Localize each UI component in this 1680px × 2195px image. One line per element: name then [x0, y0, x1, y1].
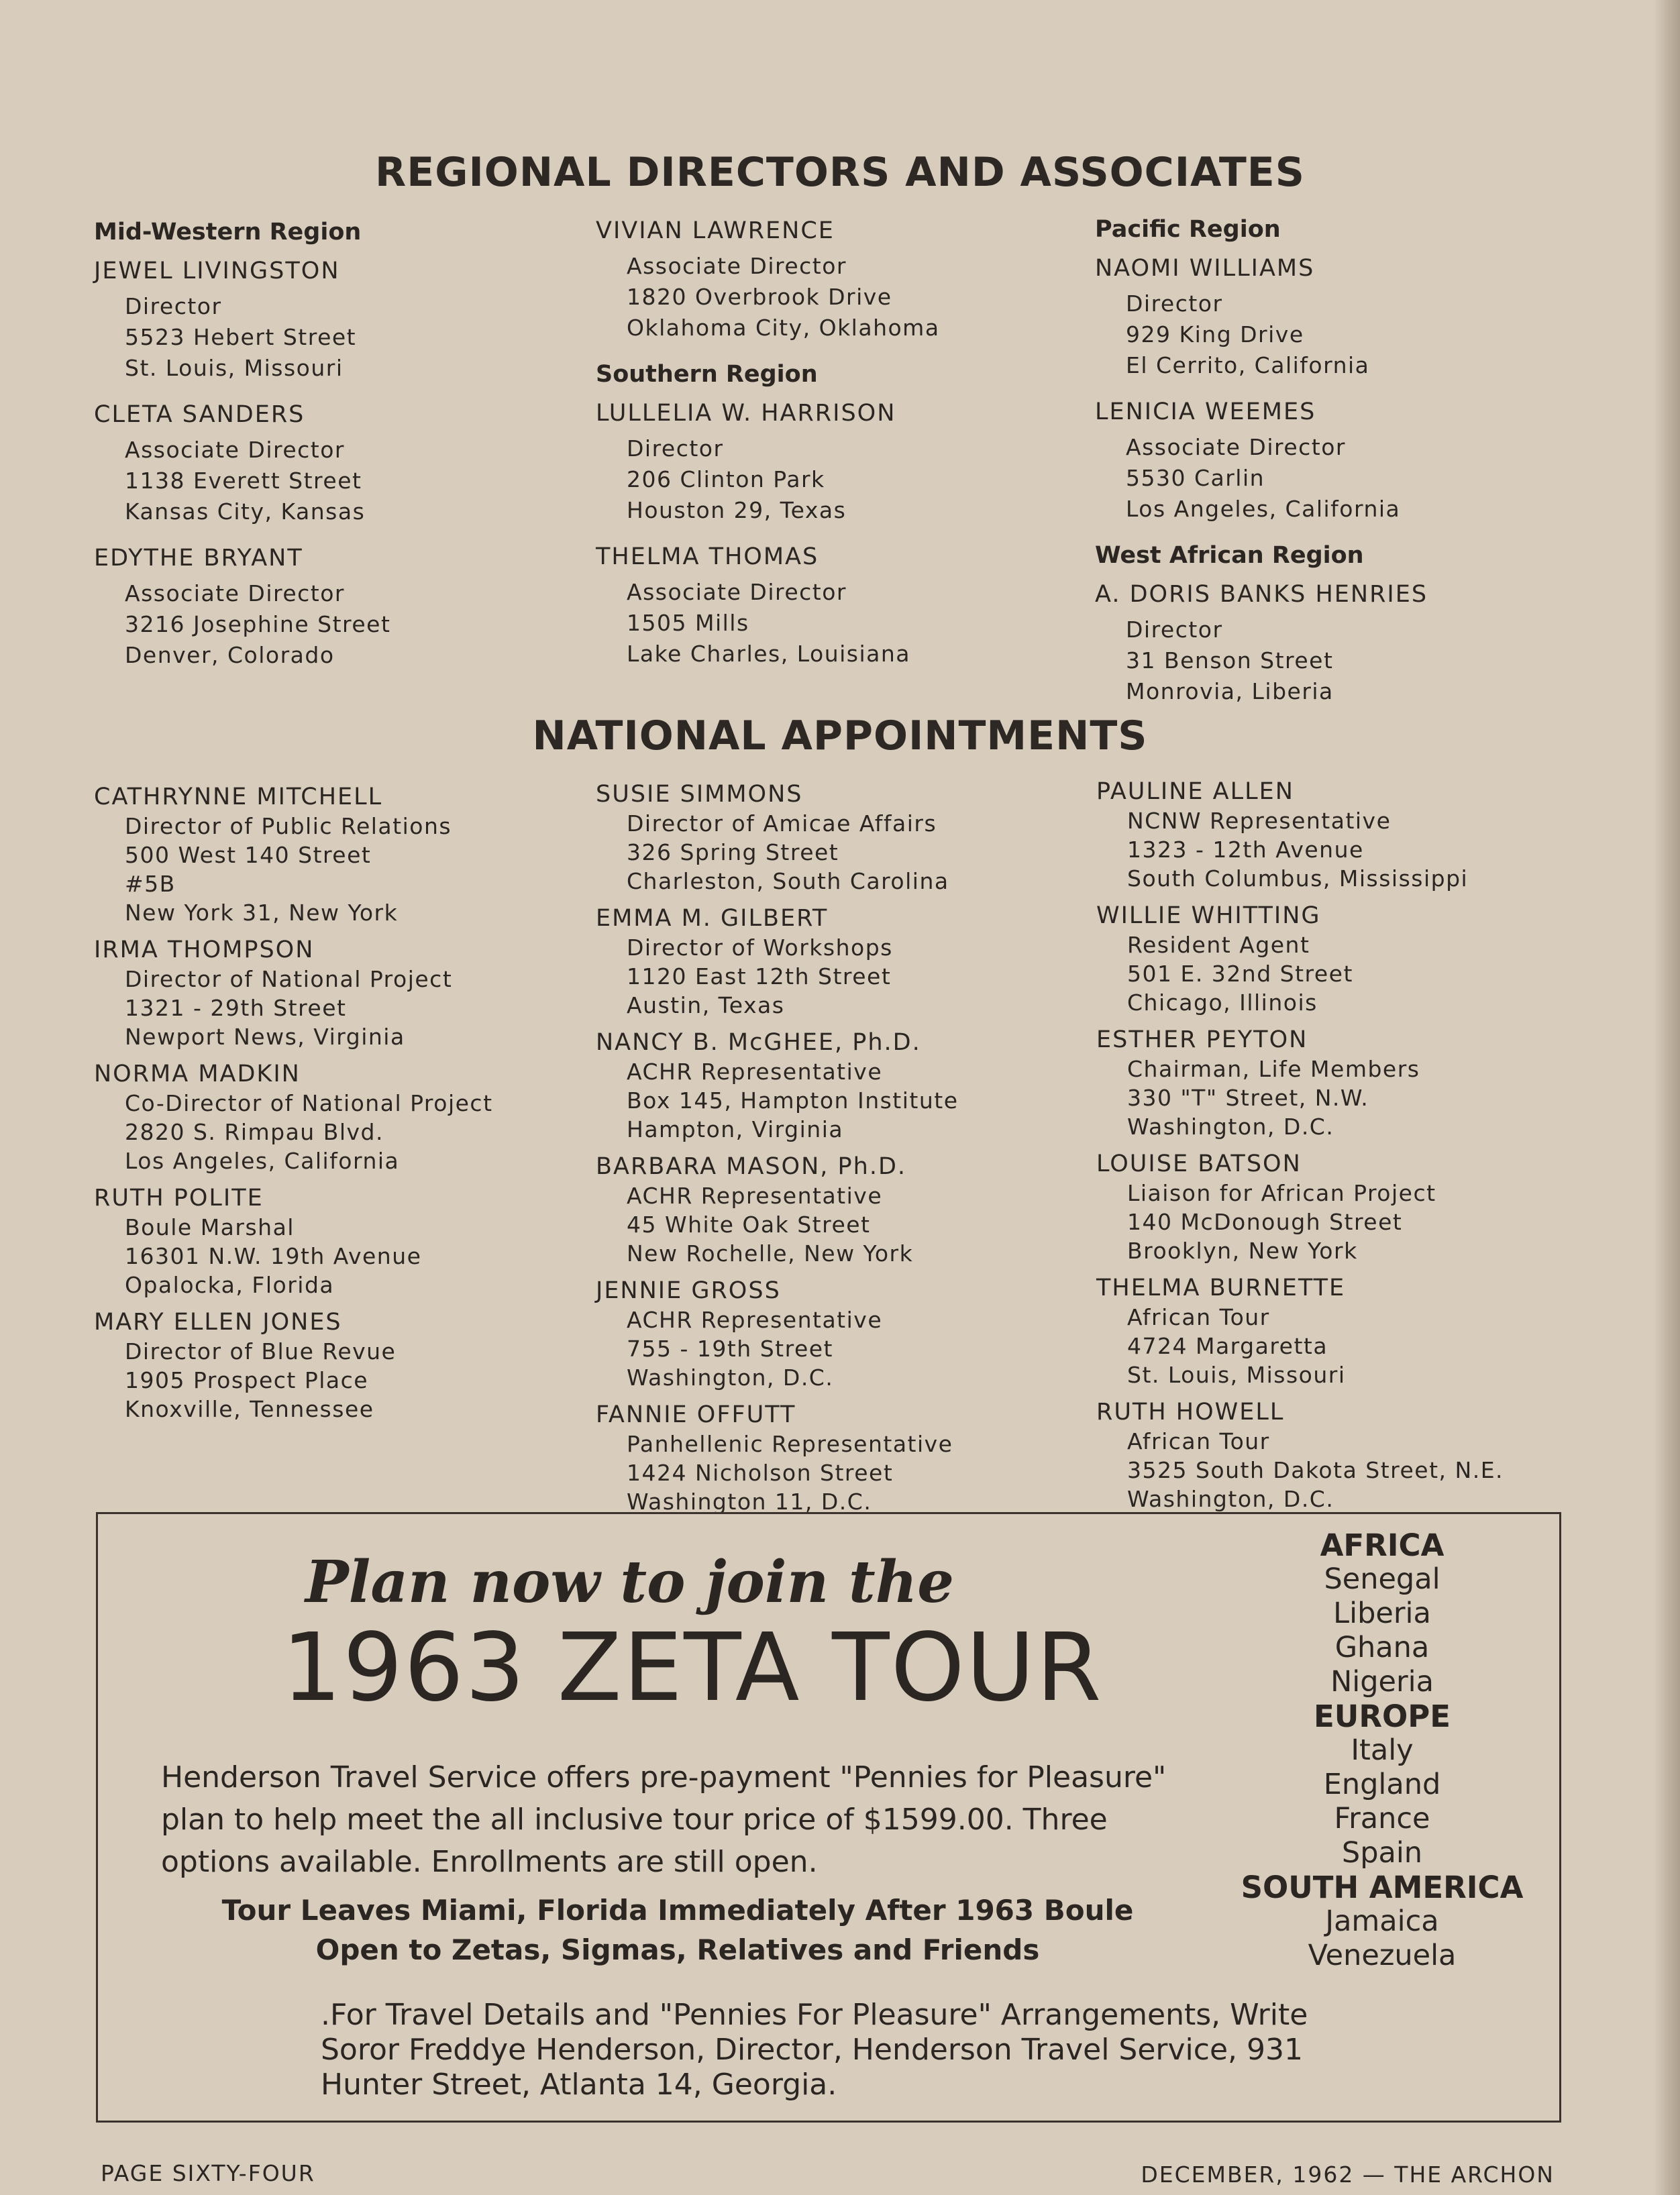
tour-description: Henderson Travel Service offers pre-payment "Pennies for Pleasure" plan to help meet the all inclusive tour price of $1599.00. Three options available. Enrollments are still open.: [161, 1760, 1167, 1879]
person-address-line: New Rochelle, New York: [627, 1240, 914, 1267]
destination-country: England: [1323, 1768, 1441, 1801]
person-address-line: 929 King Drive: [1126, 321, 1304, 347]
person-address-line: #5B: [125, 871, 176, 897]
person-name: RUTH POLITE: [94, 1185, 264, 1212]
person-address-line: Washington, D.C.: [1127, 1486, 1334, 1512]
person-title: Director of Amicae Affairs: [627, 810, 937, 837]
person-address-line: Los Angeles, California: [1126, 496, 1401, 522]
person-entry: [596, 217, 1079, 343]
person-name: SUSIE SIMMONS: [596, 781, 803, 808]
person-name: LULLELIA W. HARRISON: [596, 400, 896, 427]
person-address-line: 1120 East 12th Street: [627, 963, 892, 989]
person-name: BARBARA MASON, Ph.D.: [596, 1153, 907, 1180]
tour-departure-line: Tour Leaves Miami, Florida Immediately After 1963 Boule: [221, 1894, 1134, 1927]
tour-contact-info: .For Travel Details and "Pennies For Pleasure" Arrangements, Write Soror Freddye Henderson, Director, Henderson Travel Service, 931 Hunter Street, Atlanta 14, Georgia.: [321, 1998, 1308, 2102]
person-title: Director of National Project: [125, 966, 453, 992]
person-address-line: Austin, Texas: [627, 992, 785, 1018]
person-address-line: 1505 Mills: [627, 610, 749, 636]
person-title: Director: [125, 293, 222, 319]
person-name: VIVIAN LAWRENCE: [596, 217, 835, 244]
destination-region: EUROPE: [1314, 1699, 1451, 1734]
issue-date: DECEMBER, 1962 — THE ARCHON: [1141, 2161, 1555, 2188]
person-entry: [94, 1309, 577, 1424]
destination-country: Italy: [1351, 1733, 1414, 1767]
person-name: FANNIE OFFUTT: [596, 1401, 796, 1428]
person-address-line: Washington 11, D.C.: [627, 1489, 872, 1515]
person-title: Director: [1126, 290, 1223, 317]
person-address-line: 1905 Prospect Place: [125, 1367, 369, 1393]
person-title: Associate Director: [627, 579, 847, 605]
destination-country: Spain: [1341, 1836, 1423, 1870]
person-entry: [596, 400, 1079, 526]
person-name: ESTHER PEYTON: [1096, 1026, 1308, 1053]
person-entry: [596, 543, 1079, 670]
person-address-line: 1138 Everett Street: [125, 468, 362, 494]
person-address-line: 501 E. 32nd Street: [1127, 961, 1353, 987]
person-entry: [596, 905, 1079, 1020]
person-address-line: 330 "T" Street, N.W.: [1127, 1085, 1369, 1111]
person-address-line: Houston 29, Texas: [627, 497, 847, 523]
person-title: Boule Marshal: [125, 1214, 295, 1240]
person-title: African Tour: [1127, 1304, 1270, 1330]
national-column-2: [596, 781, 1079, 1525]
tour-eligibility-line: Open to Zetas, Sigmas, Relatives and Friends: [315, 1933, 1040, 1966]
person-entry: [596, 1401, 1079, 1516]
person-address-line: Los Angeles, California: [125, 1148, 400, 1174]
destination-country: Venezuela: [1308, 1939, 1457, 1972]
person-title: Director: [627, 435, 724, 462]
page-number: PAGE SIXTY-FOUR: [101, 2160, 315, 2186]
person-title: NCNW Representative: [1127, 808, 1392, 834]
destination-region: SOUTH AMERICA: [1241, 1870, 1524, 1905]
person-address-line: 4724 Margaretta: [1127, 1333, 1328, 1359]
person-address-line: South Columbus, Mississippi: [1127, 865, 1469, 892]
person-name: CLETA SANDERS: [94, 401, 305, 428]
destination-country: Senegal: [1324, 1562, 1440, 1596]
person-name: WILLIE WHITTING: [1096, 902, 1321, 929]
person-address-line: Box 145, Hampton Institute: [627, 1087, 959, 1114]
person-name: A. DORIS BANKS HENRIES: [1095, 581, 1428, 608]
person-name: NORMA MADKIN: [94, 1061, 301, 1087]
person-address-line: Oklahoma City, Oklahoma: [627, 315, 940, 341]
person-name: MARY ELLEN JONES: [94, 1309, 342, 1336]
person-address-line: New York 31, New York: [125, 900, 399, 926]
person-name: NAOMI WILLIAMS: [1095, 255, 1315, 282]
person-title: Associate Director: [627, 253, 847, 279]
regional-heading: REGIONAL DIRECTORS AND ASSOCIATES: [375, 149, 1305, 196]
person-entry: [1095, 255, 1578, 381]
person-address-line: Denver, Colorado: [125, 642, 335, 668]
person-entry: [1096, 1026, 1579, 1141]
person-entry: [1095, 581, 1578, 707]
destination-region: AFRICA: [1320, 1528, 1445, 1563]
region-title: West African Region: [1095, 542, 1364, 569]
person-entry: [596, 1277, 1079, 1392]
regional-column-3: [1095, 216, 1578, 725]
person-address-line: 1323 - 12th Avenue: [1127, 837, 1364, 863]
national-column-3: [1096, 778, 1579, 1523]
national-heading: NATIONAL APPOINTMENTS: [532, 712, 1148, 759]
person-name: EMMA M. GILBERT: [596, 905, 829, 932]
person-title: Resident Agent: [1127, 932, 1310, 958]
person-name: IRMA THOMPSON: [94, 936, 315, 963]
person-address-line: 3525 South Dakota Street, N.E.: [1127, 1457, 1504, 1483]
person-address-line: Monrovia, Liberia: [1126, 678, 1334, 704]
destination-country: France: [1334, 1802, 1430, 1835]
person-entry: [1096, 1275, 1579, 1389]
person-name: LOUISE BATSON: [1096, 1150, 1302, 1177]
person-name: JENNIE GROSS: [596, 1277, 781, 1304]
person-name: PAULINE ALLEN: [1096, 778, 1294, 805]
person-address-line: 1321 - 29th Street: [125, 995, 347, 1021]
regional-column-2: [596, 217, 1079, 687]
destination-country: Nigeria: [1330, 1665, 1434, 1699]
national-column-1: [94, 784, 577, 1433]
tour-title: 1963 ZETA TOUR: [282, 1613, 1103, 1723]
person-title: Director of Workshops: [627, 934, 893, 961]
person-address-line: 2820 S. Rimpau Blvd.: [125, 1119, 384, 1145]
tour-script-line: Plan now to join the: [305, 1548, 954, 1616]
person-address-line: 500 West 140 Street: [125, 842, 372, 868]
person-address-line: 5530 Carlin: [1126, 465, 1265, 491]
person-name: JEWEL LIVINGSTON: [94, 258, 340, 284]
tour-destinations-list: [1208, 1528, 1557, 1973]
person-entry: [596, 1029, 1079, 1144]
person-address-line: Washington, D.C.: [627, 1364, 834, 1391]
person-title: Panhellenic Representative: [627, 1431, 953, 1457]
regional-column-1: [94, 219, 577, 688]
person-address-line: 140 McDonough Street: [1127, 1209, 1403, 1235]
person-title: Director of Blue Revue: [125, 1338, 397, 1364]
person-address-line: Opalocka, Florida: [125, 1272, 335, 1298]
region-title: Southern Region: [596, 361, 818, 388]
person-title: Director: [1126, 617, 1223, 643]
person-name: LENICIA WEEMES: [1095, 398, 1316, 425]
person-address-line: 16301 N.W. 19th Avenue: [125, 1243, 422, 1269]
person-name: RUTH HOWELL: [1096, 1399, 1285, 1426]
destination-country: Liberia: [1333, 1597, 1431, 1630]
region-title: Pacific Region: [1095, 216, 1281, 243]
person-title: ACHR Representative: [627, 1059, 883, 1085]
person-name: THELMA BURNETTE: [1096, 1275, 1346, 1301]
person-address-line: 5523 Hebert Street: [125, 324, 357, 350]
destination-country: Ghana: [1334, 1631, 1430, 1664]
person-address-line: Hampton, Virginia: [627, 1116, 844, 1142]
person-address-line: 206 Clinton Park: [627, 466, 825, 492]
person-entry: [94, 1185, 577, 1299]
page-edge-shadow: [1653, 0, 1680, 2195]
person-address-line: 45 White Oak Street: [627, 1212, 871, 1238]
person-title: African Tour: [1127, 1428, 1270, 1454]
person-address-line: St. Louis, Missouri: [125, 355, 344, 381]
destination-country: Jamaica: [1325, 1905, 1439, 1938]
person-address-line: 755 - 19th Street: [627, 1336, 833, 1362]
person-title: Co-Director of National Project: [125, 1090, 493, 1116]
person-title: Chairman, Life Members: [1127, 1056, 1420, 1082]
person-address-line: St. Louis, Missouri: [1127, 1362, 1346, 1388]
person-entry: [1095, 398, 1578, 525]
person-address-line: Knoxville, Tennessee: [125, 1396, 374, 1422]
person-address-line: Lake Charles, Louisiana: [627, 641, 911, 667]
person-address-line: 31 Benson Street: [1126, 647, 1334, 674]
person-address-line: Brooklyn, New York: [1127, 1238, 1358, 1264]
person-title: ACHR Representative: [627, 1183, 883, 1209]
person-title: ACHR Representative: [627, 1307, 883, 1333]
person-address-line: El Cerrito, California: [1126, 352, 1370, 378]
person-address-line: Washington, D.C.: [1127, 1114, 1334, 1140]
person-entry: [94, 545, 577, 671]
person-entry: [1096, 1399, 1579, 1513]
person-entry: [94, 401, 577, 527]
person-title: Associate Director: [1126, 434, 1346, 460]
person-address-line: Charleston, South Carolina: [627, 868, 949, 894]
person-address-line: 326 Spring Street: [627, 839, 839, 865]
person-entry: [1096, 778, 1579, 893]
person-entry: [596, 1153, 1079, 1268]
person-title: Associate Director: [125, 580, 345, 606]
person-entry: [94, 936, 577, 1051]
person-entry: [94, 1061, 577, 1175]
person-title: Liaison for African Project: [1127, 1180, 1436, 1206]
person-address-line: Newport News, Virginia: [125, 1024, 405, 1050]
person-address-line: 1424 Nicholson Street: [627, 1460, 894, 1486]
person-address-line: Kansas City, Kansas: [125, 498, 366, 525]
person-name: THELMA THOMAS: [596, 543, 819, 570]
person-title: Director of Public Relations: [125, 813, 452, 839]
person-entry: [1096, 1150, 1579, 1265]
person-name: CATHRYNNE MITCHELL: [94, 784, 383, 810]
person-entry: [596, 781, 1079, 896]
person-name: EDYTHE BRYANT: [94, 545, 303, 572]
person-address-line: 3216 Josephine Street: [125, 611, 391, 637]
region-title: Mid-Western Region: [94, 219, 362, 246]
person-entry: [94, 784, 577, 927]
person-title: Associate Director: [125, 437, 345, 463]
person-address-line: 1820 Overbrook Drive: [627, 284, 892, 310]
person-address-line: Chicago, Illinois: [1127, 989, 1318, 1016]
person-entry: [1096, 902, 1579, 1017]
person-entry: [94, 258, 577, 384]
person-name: NANCY B. McGHEE, Ph.D.: [596, 1029, 921, 1056]
